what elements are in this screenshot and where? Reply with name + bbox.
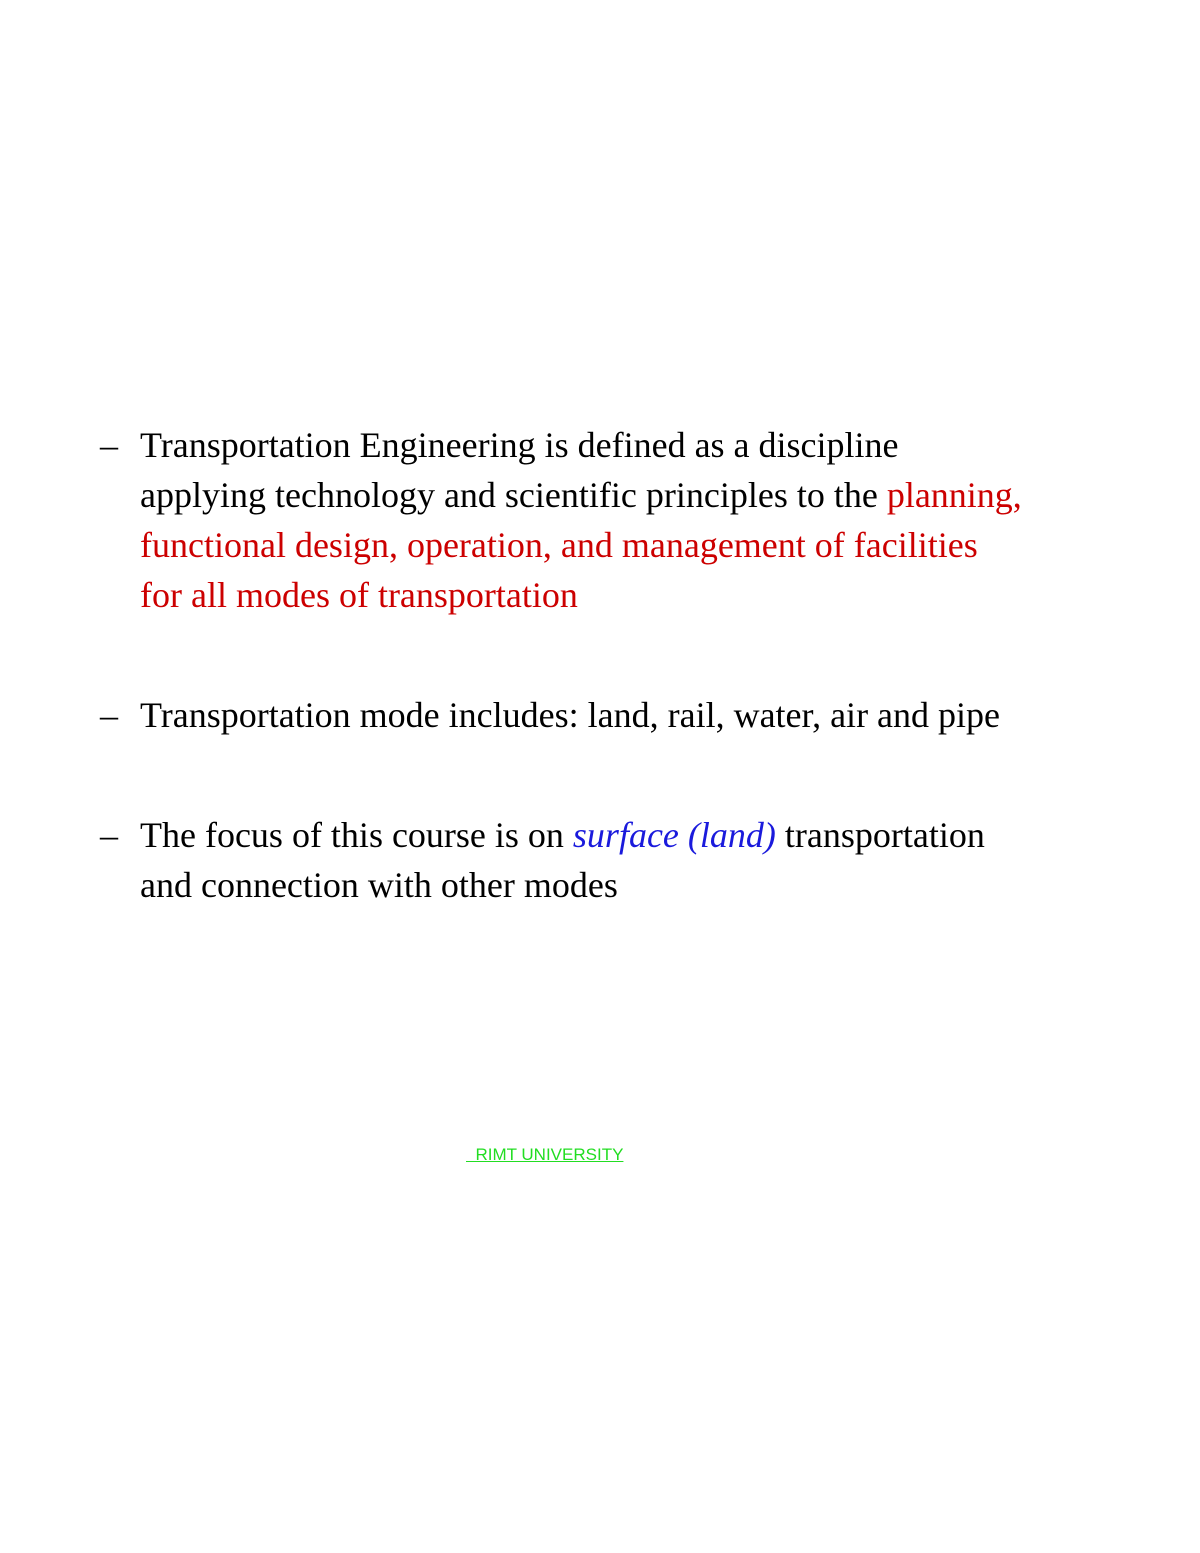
dash-marker: – [100,695,118,735]
bullet-modes [100,690,1160,740]
dash-marker: – [100,815,118,855]
bullet-list [100,420,1160,910]
focus-text-before: The focus of this course is on [140,815,573,855]
definition-line-3: functional design, operation, and management of facilities [140,525,978,565]
bullet-focus [100,810,1160,910]
modes-line-1: Transportation mode includes: land, rail, water, air and pipe [140,695,1001,735]
definition-highlight-planning: planning, [886,475,1022,515]
focus-line-2: and connection with other modes [140,865,618,905]
definition-line-2-text: applying technology and scientific principles to the [140,475,887,515]
definition-line-4: for all modes of transportation [140,575,578,615]
focus-text-after: transportation [775,815,985,855]
definition-line-2 [140,470,1160,520]
definition-line-1: Transportation Engineering is defined as a discipline [140,425,899,465]
focus-emphasis-surface: surface (land) [572,815,776,855]
footer-university-link[interactable]: RIMT UNIVERSITY [466,1145,624,1164]
focus-line-1 [140,810,1160,860]
bullet-definition [100,420,1160,620]
dash-marker: – [100,425,118,465]
